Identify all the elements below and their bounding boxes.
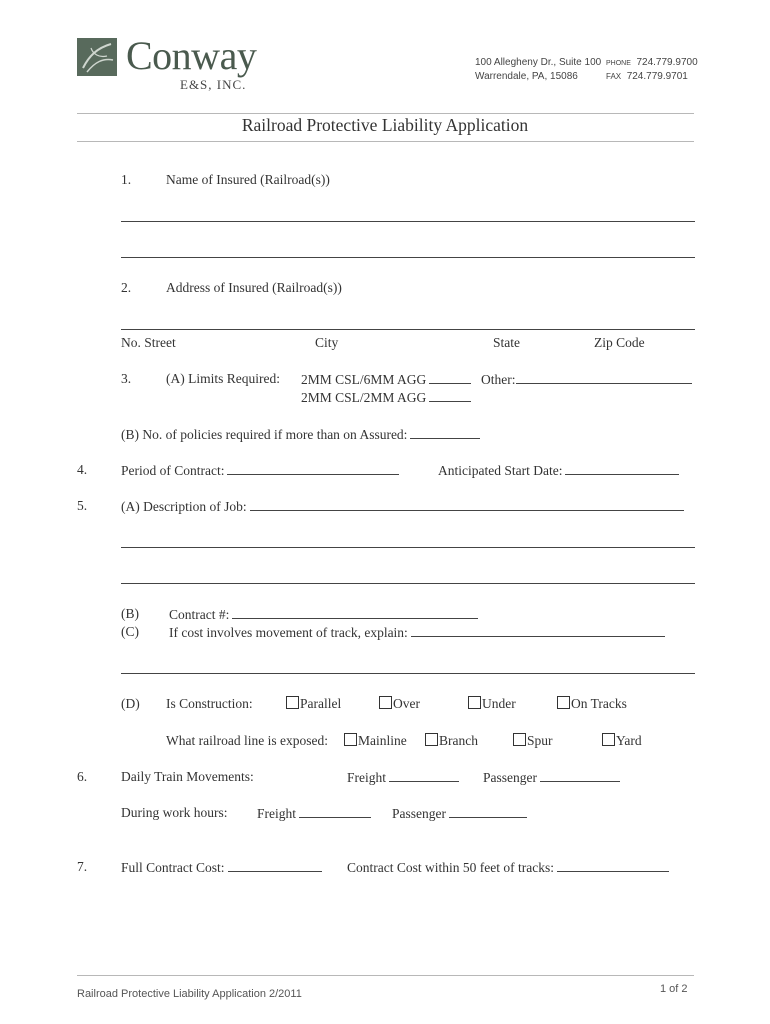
q1-answer-line-2[interactable]: [121, 257, 695, 258]
q5c: [169, 624, 665, 641]
company-subname: E&S, INC.: [180, 77, 247, 92]
q5b-label: Contract #:: [169, 607, 230, 622]
checkbox-box[interactable]: [602, 733, 615, 746]
q3b: [121, 426, 480, 443]
fax-label: FAX: [606, 72, 622, 81]
q7-within-blank[interactable]: [557, 859, 669, 872]
checkbox-under[interactable]: [468, 696, 516, 712]
checkbox-under-label: Under: [482, 696, 516, 711]
address-col-city: City: [315, 335, 339, 350]
q5c-blank[interactable]: [411, 624, 665, 637]
q5c-label: If cost involves movement of track, explain:: [169, 625, 408, 640]
checkbox-over[interactable]: [379, 696, 420, 712]
q4-number: 4.: [77, 462, 88, 477]
phone-line: [606, 57, 698, 68]
q5c-answer-line-2[interactable]: [121, 673, 695, 674]
footer-page-number: 1 of 2: [660, 983, 688, 995]
q7-label: Full Contract Cost:: [121, 860, 225, 875]
checkbox-yard-label: Yard: [616, 733, 642, 748]
address-col-state: State: [493, 335, 520, 350]
address-line-1: 100 Allegheny Dr., Suite 100: [475, 57, 602, 68]
q5b: [169, 606, 478, 623]
q5d-label: Is Construction:: [166, 696, 253, 711]
q3a-option-1-label: 2MM CSL/6MM AGG: [301, 372, 427, 387]
q7-full-blank[interactable]: [228, 859, 322, 872]
checkbox-box[interactable]: [557, 696, 570, 709]
q6-passenger: [483, 769, 620, 786]
q5d-line-label: What railroad line is exposed:: [166, 733, 328, 748]
logo-swirl-icon: [77, 38, 117, 76]
q6-work-freight: [257, 805, 371, 822]
q6-freight-blank[interactable]: [389, 769, 459, 782]
address-col-street: No. Street: [121, 335, 176, 350]
q5a-blank[interactable]: [250, 498, 684, 511]
company-name: Conway: [126, 33, 257, 78]
q3a-other: [481, 371, 692, 388]
fax-number: 724.779.9701: [626, 71, 688, 82]
q5a-label: (A) Description of Job:: [121, 499, 247, 514]
checkbox-box[interactable]: [513, 733, 526, 746]
checkbox-parallel-label: Parallel: [300, 696, 342, 711]
checkbox-over-label: Over: [393, 696, 420, 711]
q6-passenger-label: Passenger: [483, 770, 537, 785]
phone-number: 724.779.9700: [636, 57, 698, 68]
phone-label: PHONE: [606, 60, 631, 67]
q1-number: 1.: [121, 172, 132, 187]
q4-label: Period of Contract:: [121, 463, 225, 478]
checkbox-mainline-label: Mainline: [358, 733, 407, 748]
checkbox-on-tracks-label: On Tracks: [571, 696, 627, 711]
q5a: [121, 498, 684, 515]
q4-start-label: Anticipated Start Date:: [438, 463, 563, 478]
q6-work-passenger: [392, 805, 527, 822]
q7-number: 7.: [77, 859, 88, 874]
q6-work-passenger-label: Passenger: [392, 806, 446, 821]
q5b-blank[interactable]: [232, 606, 478, 619]
q3a-other-label: Other:: [481, 372, 516, 387]
q2-address-line[interactable]: [121, 329, 695, 330]
q4-period-blank[interactable]: [227, 462, 399, 475]
q3b-label: (B) No. of policies required if more than on Assured:: [121, 427, 408, 442]
fax-line: [606, 71, 688, 82]
checkbox-branch-label: Branch: [439, 733, 478, 748]
checkbox-on-tracks[interactable]: [557, 696, 627, 712]
q1-answer-line-1[interactable]: [121, 221, 695, 222]
q6-work-passenger-blank[interactable]: [449, 805, 527, 818]
company-logo-mark: [77, 38, 117, 76]
address-col-zip: Zip Code: [594, 335, 645, 350]
checkbox-box[interactable]: [344, 733, 357, 746]
q7-within: [347, 859, 669, 876]
checkbox-box[interactable]: [379, 696, 392, 709]
q6-passenger-blank[interactable]: [540, 769, 620, 782]
q2-number: 2.: [121, 280, 132, 295]
q4-period: [121, 462, 399, 479]
q2-label: Address of Insured (Railroad(s)): [166, 280, 342, 295]
q3a-option-1: [301, 371, 471, 388]
checkbox-yard[interactable]: [602, 733, 642, 749]
checkbox-branch[interactable]: [425, 733, 478, 749]
q6-label: Daily Train Movements:: [121, 769, 254, 784]
q6-number: 6.: [77, 769, 88, 784]
checkbox-box[interactable]: [286, 696, 299, 709]
q6-freight-label: Freight: [347, 770, 386, 785]
checkbox-parallel[interactable]: [286, 696, 341, 712]
address-line-2: Warrendale, PA, 15086: [475, 71, 578, 82]
q7-full: [121, 859, 322, 876]
header-divider-top: [77, 113, 694, 114]
checkbox-mainline[interactable]: [344, 733, 407, 749]
q3b-blank[interactable]: [410, 426, 480, 439]
q4-start-blank[interactable]: [565, 462, 679, 475]
q4-start: [438, 462, 679, 479]
q3a-option-2-blank[interactable]: [429, 389, 471, 402]
q6-work-label: During work hours:: [121, 805, 228, 820]
q7-within-label: Contract Cost within 50 feet of tracks:: [347, 860, 554, 875]
q3a-option-2-label: 2MM CSL/2MM AGG: [301, 390, 427, 405]
q5d-number: (D): [121, 696, 140, 711]
q5b-number: (B): [121, 606, 139, 621]
q3a-option-1-blank[interactable]: [429, 371, 471, 384]
checkbox-spur-label: Spur: [527, 733, 553, 748]
q6-work-freight-label: Freight: [257, 806, 296, 821]
q5a-answer-line-2[interactable]: [121, 547, 695, 548]
page-title: Railroad Protective Liability Application: [241, 115, 529, 135]
q3a-other-blank[interactable]: [516, 371, 692, 384]
checkbox-spur[interactable]: [513, 733, 553, 749]
q3a-option-2: [301, 389, 471, 406]
footer-divider: [77, 975, 694, 976]
q5-number: 5.: [77, 498, 88, 513]
q6-work-freight-blank[interactable]: [299, 805, 371, 818]
q5a-answer-line-3[interactable]: [121, 583, 695, 584]
checkbox-box[interactable]: [468, 696, 481, 709]
q3-number: 3.: [121, 371, 132, 386]
checkbox-box[interactable]: [425, 733, 438, 746]
q5c-number: (C): [121, 624, 139, 639]
footer-form-id: Railroad Protective Liability Application 2/2011: [77, 988, 302, 1000]
q6-freight: [347, 769, 459, 786]
q3a-label: (A) Limits Required:: [166, 371, 280, 386]
header-divider-bottom: [77, 141, 694, 142]
q1-label: Name of Insured (Railroad(s)): [166, 172, 330, 187]
